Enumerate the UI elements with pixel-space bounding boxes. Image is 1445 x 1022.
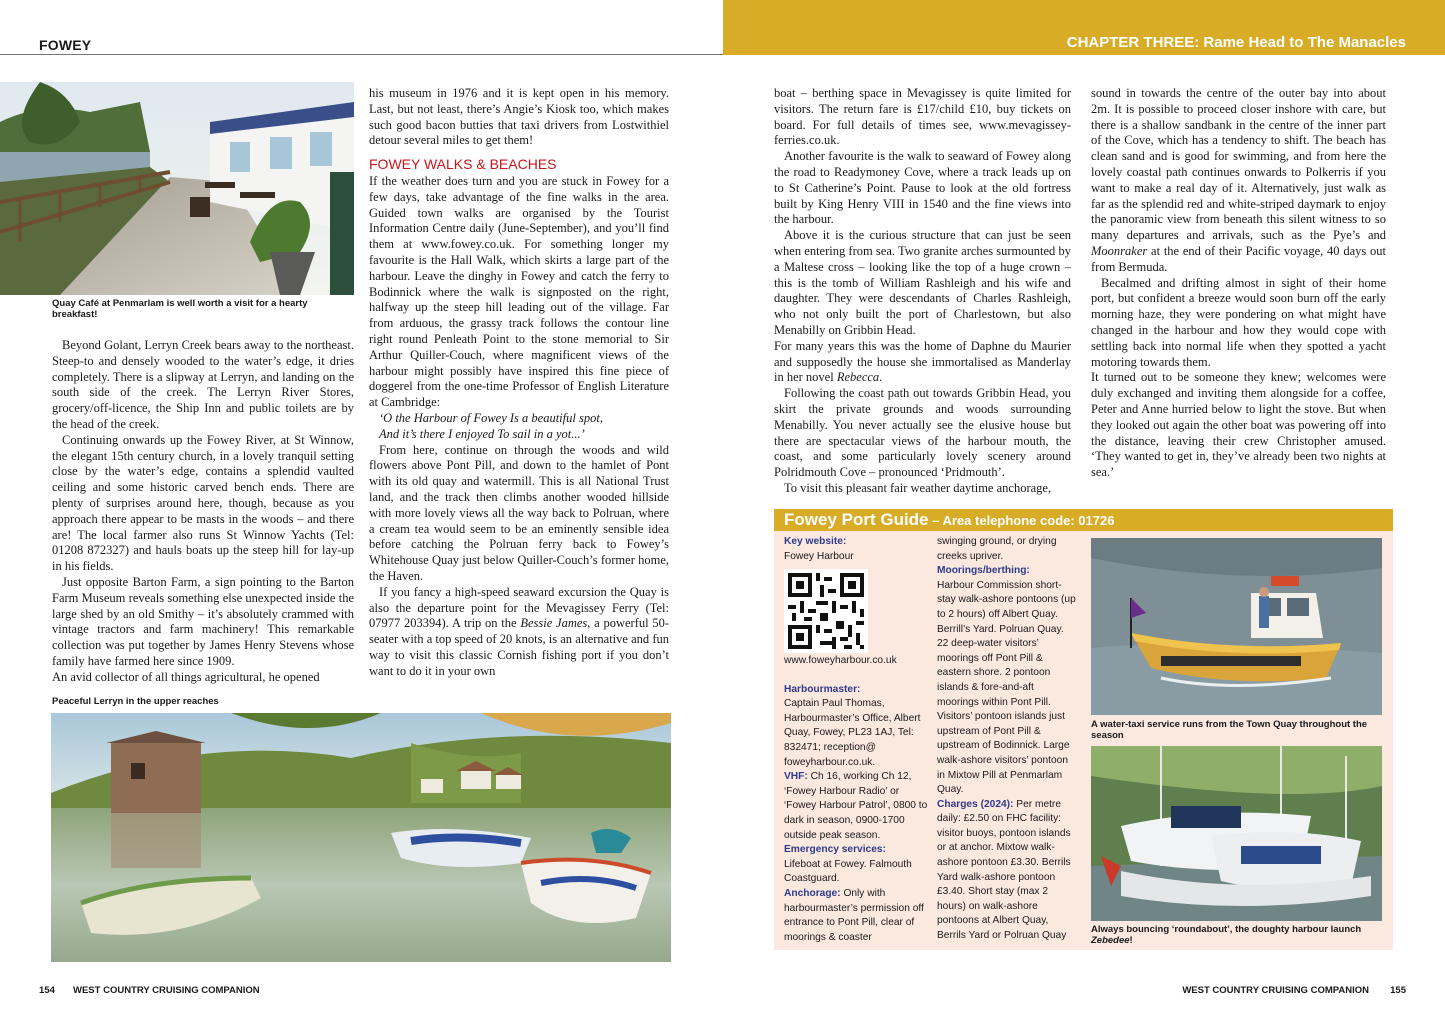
text-run: sound in towards the centre of the outer bay into about 2m. It is possible to proceed closer inshore with care, but there is a shallow sandbank in the centre of the inner part of the Cove, which has a tendency to shift. The beach has clean sand and is good for swimming, and from here the lovely coastal path continues onwards to Polkerris if you want to make a real day of it. Alternatively, just walk as far as the splendid red and white-striped daymark to enjoy the panoramic view from beneath this silent witness to so many departures and arrivals, such as the Pye’s and <box>1091 86 1386 243</box>
paragraph: Beyond Golant, Lerryn Creek bears away to the northeast. Steep-to and densely wooded to the water’s edge, it dries completely. There is a slipway at Lerryn, and landing on the south side of the creek. The Lerryn River Stores, grocery/off-licence, the Ship Inn and public toilets are by the head of the creek. <box>52 338 354 431</box>
quay-cafe-caption: Quay Café at Penmarlam is well worth a visit for a hearty breakfast! <box>52 298 308 320</box>
paragraph: boat – berthing space in Mevagissey is quite limited for visitors. The return fare is £17/child £10, buy tickets on board. For full details of times see, www.mevagissey-ferries.co.uk. <box>774 86 1071 148</box>
anchorage-label: Anchorage: <box>784 887 841 899</box>
paragraph: Just opposite Barton Farm, a sign pointing to the Barton Farm Museum reveals something else unexpected inside the large shed by an old Smithy – it’s absolutely crammed with vintage tractors and farm machinery! This remarkable collection was put together by James Henry Stevens whose family have farmed here since 1909. <box>52 574 354 668</box>
moorings-label: Moorings/berthing: <box>937 565 1030 577</box>
text-run: . <box>879 370 883 385</box>
qr-code-icon[interactable] <box>784 569 868 653</box>
website-url[interactable]: www.foweyharbour.co.uk <box>784 655 897 666</box>
chapter-title: CHAPTER THREE: Rame Head to The Manacles <box>1066 34 1406 51</box>
charges-label: Charges (2024): <box>937 798 1014 810</box>
quote-line: ‘O the Harbour of Fowey Is a beautiful spot, <box>379 410 603 425</box>
text-run: For many years this was the home of Daphne du Maurier and supposedly the house she immortalised as Manderlay in her novel <box>774 338 1071 385</box>
water-taxi-photo <box>1091 538 1382 715</box>
anchorage-entry <box>784 887 930 945</box>
emergency-text: Lifeboat at Fowey. Falmouth Coastguard. <box>784 858 912 885</box>
anchorage-continued: swinging ground, or drying creeks upriver. <box>937 536 1057 562</box>
header-rule <box>0 54 723 55</box>
lerryn-caption: Peaceful Lerryn in the upper reaches <box>52 696 219 707</box>
guide-column-2 <box>937 535 1077 944</box>
quay-cafe-image <box>0 82 354 295</box>
quay-cafe-photo <box>0 82 354 295</box>
text-column-3 <box>774 86 1071 497</box>
paragraph: From here, continue on through the woods and wild flowers above Pont Pill, and down to the hamlet of Pont with its old quay and watermill. This is all National Trust land, and the track then climbs another wooded hillside with more lovely views all the way back to Polruan, where a cream tea would seem to be an eminently sensible idea before catching the Polruan ferry back to Fowey’s Whitehouse Quay just below Quiller-Couch’s former home, the Haven. <box>369 442 669 583</box>
paragraph: An avid collector of all things agricultural, he opened <box>52 669 320 684</box>
launch-photo <box>1091 746 1382 921</box>
footer-title-left: WEST COUNTRY CRUISING COMPANION <box>73 985 260 996</box>
paragraph: Becalmed and drifting almost in sight of their home port, but confident a breeze would soon burn off the early morning haze, they were pondering on what might have changed in the harbour and how they would cope with settling back into normal life when they spotted a yacht motoring towards them. <box>1091 275 1386 369</box>
launch-caption <box>1091 925 1386 946</box>
water-taxi-image <box>1091 538 1382 715</box>
page-header-left: FOWEY <box>39 37 92 53</box>
page-number-left: 154 <box>39 985 55 996</box>
website-name: Fowey Harbour <box>784 550 854 562</box>
website-label: Key website: <box>784 536 847 547</box>
paragraph: his museum in 1976 and it is kept open in his memory. Last, but not least, there’s Angie’s Kiosk too, which makes such good bacon butties that taxi drivers from Lostwithiel detour several miles to get them! <box>369 86 669 148</box>
paragraph: If the weather does turn and you are stuck in Fowey for a few days, take advantage of the fine walks in the area. Guided town walks are organised by the Tourist Information Centre daily (June-September), and you’ll find them at www.fowey.co.uk. For something longer my favourite is the Hall Walk, which skirts a large part of the harbour. Leave the dinghy in Fowey and catch the ferry to Bodinnick where the walk is signposted on the right, halfway up the steep hill leading out of the village. Far from arduous, the grassy track follows the contour line right round Penleath Point to the stone memorial to Sir Arthur Quiller-Couch, where magnificent views of the harbour might possibly have inspired this fine piece of doggerel from the one-time Professor of English Literature at Cambridge: <box>369 173 669 410</box>
emergency-label: Emergency services: <box>784 844 886 856</box>
paragraph: Following the coast path out towards Gribbin Head, you skirt the private grounds and woods surrounding Menabilly. You never actually see the elusive house but there are spectacular views of the harbour mouth, the coast, and some particularly lovely scenery around Polridmouth Cove – pronounced ‘Pridmouth’. <box>774 386 1071 480</box>
vhf-label: VHF: <box>784 771 808 783</box>
boat-name: Moonraker <box>1091 243 1148 258</box>
text-column-1 <box>52 338 354 686</box>
water-taxi-caption: A water-taxi service runs from the Town Quay throughout the season <box>1091 719 1368 741</box>
guide-column-1 <box>784 535 924 564</box>
charges-entry <box>937 798 1077 944</box>
quote-line: And it’s there I enjoyed To sail in a yot...’ <box>379 426 585 441</box>
port-guide-title: Fowey Port Guide <box>784 510 929 529</box>
guide-column-1-contacts <box>784 654 930 945</box>
text-run: If you fancy a high-speed seaward excursion the Quay is also the departure point for the Mevagissey Ferry (Tel: 07977 203394). A trip on the <box>369 584 669 631</box>
paragraph <box>774 339 1071 386</box>
page-number-right: 155 <box>1390 985 1406 996</box>
text-run: at the end of their Pacific voyage, 40 days out from Bermuda. <box>1091 243 1386 274</box>
novel-title: Rebecca <box>836 370 880 385</box>
vhf-entry <box>784 770 930 843</box>
text-run: , a powerful 50-seater with a top speed of 20 knots, is an alternative and fun way to visit this classic Cornish fishing port if you don’t want to do it in your own <box>369 616 669 678</box>
text-column-4 <box>1091 86 1386 481</box>
port-guide-subtitle: – Area telephone code: 01726 <box>928 513 1115 528</box>
moorings-text: Harbour Commission short-stay walk-ashore pontoons (up to 2 hours) off Albert Quay. Berrill’s Yard. Polruan Quay. 22 deep-water visitors’ moorings off Pont Pill & eastern shore. 2 pontoon islands & fore-and-aft moorings within Pont Pill. Visitors’ pontoon islands just upstream of Pont Pill & upstream of Bodinnick. Large walk-ashore visitors’ pontoon in Mixtow Pill at Penmarlam Quay. <box>937 579 1076 796</box>
anchorage-text: Only with harbourmaster’s permission off entrance to Pont Pill, clear of moorings & coaster <box>784 887 924 943</box>
harbourmaster-label: Harbourmaster: <box>784 683 861 695</box>
paragraph <box>369 585 669 680</box>
caption-text: Always bouncing ‘roundabout’, the doughty harbour launch <box>1091 924 1362 935</box>
lerryn-image <box>51 713 671 962</box>
spacer <box>784 669 930 683</box>
text-column-2 <box>369 86 669 679</box>
qr-code-image <box>784 569 868 653</box>
harbourmaster-text: Captain Paul Thomas, Harbourmaster’s Office, Albert Quay, Fowey, PL23 1AJ, Tel: 832471; reception@ foweyharbour.co.uk. <box>784 698 921 768</box>
lerryn-photo <box>51 713 671 962</box>
paragraph <box>1091 86 1386 276</box>
vhf-text: Ch 16, working Ch 12, ‘Fowey Harbour Radio’ or ‘Fowey Harbour Patrol’, 0800 to dark in season, 0900-1700 outside peak season. <box>784 771 928 841</box>
caption-text: ! <box>1129 934 1133 946</box>
section-heading: FOWEY WALKS & BEACHES <box>369 156 557 173</box>
boat-name: Zebedee <box>1091 934 1130 946</box>
launch-image <box>1091 746 1382 921</box>
footer-title-right: WEST COUNTRY CRUISING COMPANION <box>1182 985 1369 996</box>
paragraph: To visit this pleasant fair weather daytime anchorage, <box>784 480 1052 495</box>
paragraph: Above it is the curious structure that can just be seen when entering from sea. Two granite arches surmounted by a Maltese cross – looking like the top of a huge crown – this is the tomb of William Rashleigh and his wife and daughter. They were descendants of Charles Rashleigh, who not only built the port of Charlestown, but also Menabilly on Gribbin Head. <box>774 228 1071 337</box>
port-guide-title-bar <box>774 509 1393 531</box>
paragraph: Continuing onwards up the Fowey River, at St Winnow, the elegant 15th century church, in a lovely tranquil setting close by the water’s edge, contains a splendid vaulted ceiling and some historic carved bench ends. There are plenty of surprises around here, though, because as you approach there appear to be masts in the woods – and there are! The local farmer also runs St Winnow Yachts (Tel: 01208 872327) and hauls boats up the steep hill for lay-up in his fields. <box>52 432 354 574</box>
boat-name: Bessie James <box>520 616 588 631</box>
paragraph: It turned out to be someone they knew; welcomes were duly exchanged and inviting them alongside for a coffee, Peter and Anne hurried below to light the stove. But when they looked out again the other boat was powering off into the distance, leaving their crew Christopher amused. ‘They wanted to get in, they’ve already been two nights at sea.’ <box>1091 370 1386 480</box>
charges-text: Per metre daily: £2.50 on FHC facility: visitor buoys, pontoon islands or at anchor. Mixtow walk-ashore pontoon £3.30. Berrils Yard walk-ashore pontoon £3.40. Short stay (max 2 hours) on walk-ashore pontoons at Albert Quay, Berrils Yard or Polruan Quay <box>937 798 1071 942</box>
paragraph: Another favourite is the walk to seaward of Fowey along the road to Readymoney Cove, where a track leads up on to St Catherine’s Point. Pause to look at the old fortress built by King Henry VIII in 1540 and the fine views into the harbour. <box>774 149 1071 227</box>
